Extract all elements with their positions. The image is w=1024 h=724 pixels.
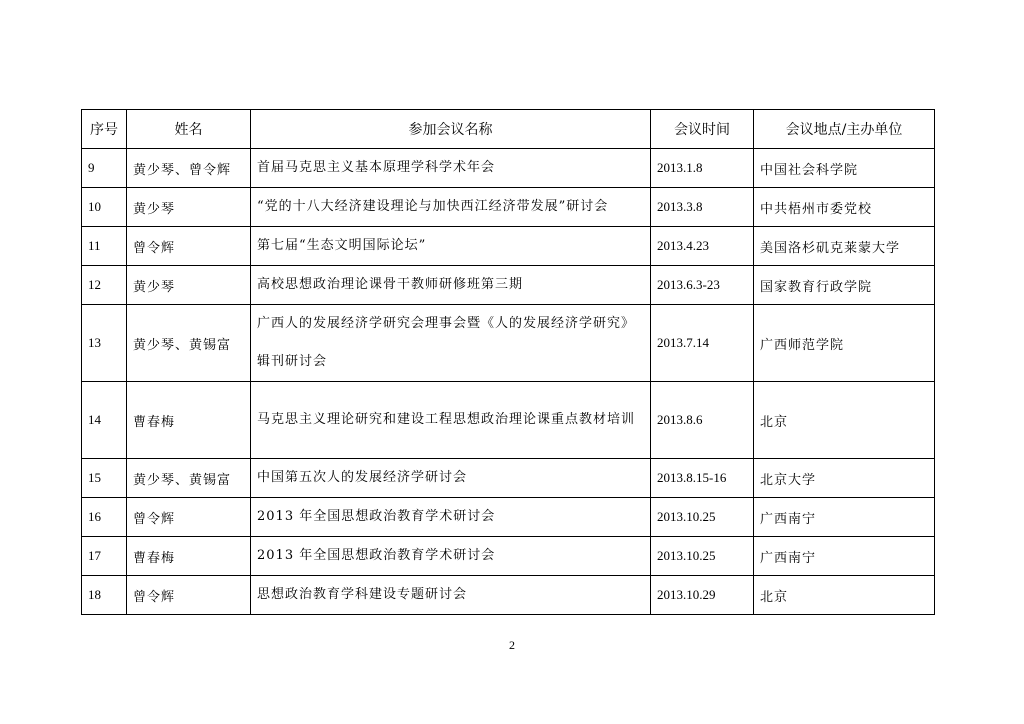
table-row xyxy=(82,498,935,537)
row-place: 中国社会科学院 xyxy=(754,149,935,188)
row-date: 2013.1.8 xyxy=(651,149,754,188)
row-place: 国家教育行政学院 xyxy=(754,266,935,305)
row-date: 2013.4.23 xyxy=(651,227,754,266)
table-row xyxy=(82,305,935,382)
meetings-table xyxy=(81,109,935,615)
row-title: 首届马克思主义基本原理学科学术年会 xyxy=(251,149,651,188)
row-title: 2013 年全国思想政治教育学术研讨会 xyxy=(251,537,651,576)
row-name: 黄少琴、曾令辉 xyxy=(127,149,251,188)
row-place: 北京 xyxy=(754,576,935,615)
row-title: 马克思主义理论研究和建设工程思想政治理论课重点教材培训 xyxy=(251,382,651,459)
table-row xyxy=(82,227,935,266)
row-index: 9 xyxy=(82,149,127,188)
row-place: 广西南宁 xyxy=(754,498,935,537)
row-name: 曾令辉 xyxy=(127,227,251,266)
row-date: 2013.8.15-16 xyxy=(651,459,754,498)
table-row xyxy=(82,382,935,459)
row-place: 美国洛杉矶克莱蒙大学 xyxy=(754,227,935,266)
header-name: 姓名 xyxy=(127,110,251,149)
header-meeting-date: 会议时间 xyxy=(651,110,754,149)
header-meeting-title: 参加会议名称 xyxy=(251,110,651,149)
table-row xyxy=(82,188,935,227)
row-date: 2013.8.6 xyxy=(651,382,754,459)
row-title: 思想政治教育学科建设专题研讨会 xyxy=(251,576,651,615)
table-row xyxy=(82,576,935,615)
row-title: 2013 年全国思想政治教育学术研讨会 xyxy=(251,498,651,537)
row-date: 2013.7.14 xyxy=(651,305,754,382)
row-index: 15 xyxy=(82,459,127,498)
row-name: 曹春梅 xyxy=(127,382,251,459)
row-place: 中共梧州市委党校 xyxy=(754,188,935,227)
row-date: 2013.10.25 xyxy=(651,537,754,576)
table-row xyxy=(82,266,935,305)
row-date: 2013.10.25 xyxy=(651,498,754,537)
row-place: 北京大学 xyxy=(754,459,935,498)
row-index: 13 xyxy=(82,305,127,382)
row-index: 17 xyxy=(82,537,127,576)
row-title: 高校思想政治理论课骨干教师研修班第三期 xyxy=(251,266,651,305)
table-row xyxy=(82,149,935,188)
row-name: 曹春梅 xyxy=(127,537,251,576)
header-index: 序号 xyxy=(82,110,127,149)
row-title: 第七届“生态文明国际论坛” xyxy=(251,227,651,266)
row-name: 黄少琴、黄锡富 xyxy=(127,305,251,382)
header-meeting-place: 会议地点/主办单位 xyxy=(754,110,935,149)
row-place: 北京 xyxy=(754,382,935,459)
row-date: 2013.3.8 xyxy=(651,188,754,227)
row-name: 曾令辉 xyxy=(127,576,251,615)
row-index: 12 xyxy=(82,266,127,305)
row-date: 2013.10.29 xyxy=(651,576,754,615)
table-row xyxy=(82,537,935,576)
row-index: 18 xyxy=(82,576,127,615)
row-title: 中国第五次人的发展经济学研讨会 xyxy=(251,459,651,498)
row-name: 黄少琴 xyxy=(127,188,251,227)
row-title: 广西人的发展经济学研究会理事会暨《人的发展经济学研究》 辑刊研讨会 xyxy=(251,305,651,382)
page-number: 2 xyxy=(509,638,515,652)
table-row xyxy=(82,459,935,498)
table-header-row xyxy=(82,110,935,149)
row-place: 广西师范学院 xyxy=(754,305,935,382)
row-date: 2013.6.3-23 xyxy=(651,266,754,305)
row-title: “党的十八大经济建设理论与加快西江经济带发展”研讨会 xyxy=(251,188,651,227)
row-name: 黄少琴 xyxy=(127,266,251,305)
row-index: 11 xyxy=(82,227,127,266)
row-index: 14 xyxy=(82,382,127,459)
row-index: 10 xyxy=(82,188,127,227)
row-index: 16 xyxy=(82,498,127,537)
row-name: 曾令辉 xyxy=(127,498,251,537)
row-place: 广西南宁 xyxy=(754,537,935,576)
row-name: 黄少琴、黄锡富 xyxy=(127,459,251,498)
